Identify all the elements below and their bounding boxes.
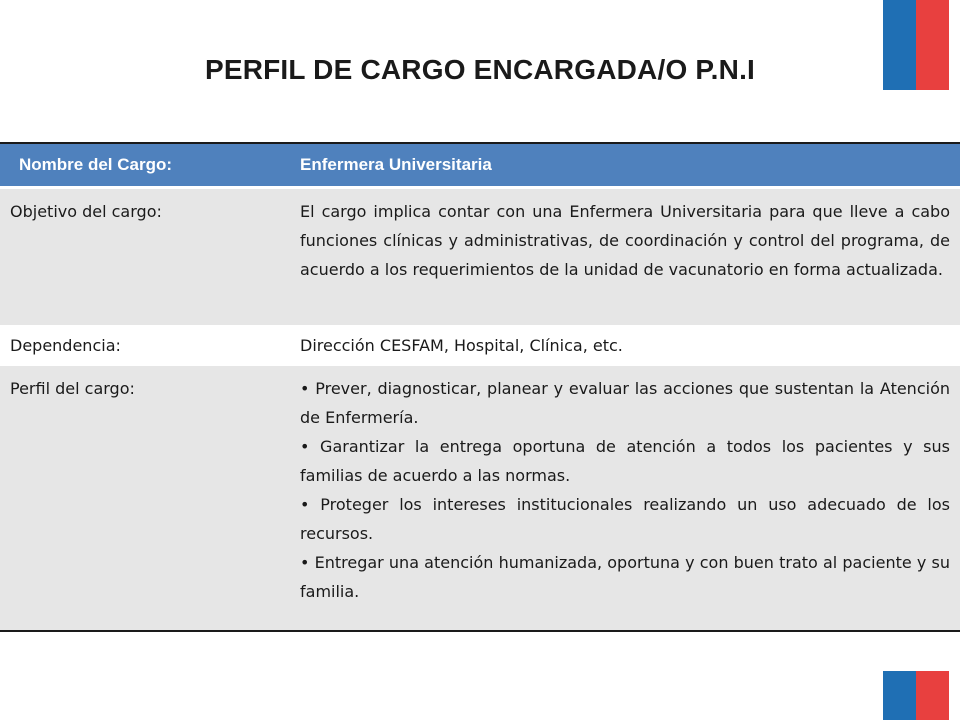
list-item-text: Prever, diagnosticar, planear y evaluar las acciones que sustentan la Atención de Enfermería.: [300, 379, 950, 427]
table-row-dependencia: [0, 325, 960, 366]
flag-blue-stripe: [883, 671, 916, 720]
objetivo-value: El cargo implica contar con una Enfermera Universitaria para que lleve a cabo funciones clínicas y administrativas, de coordinación y control del programa, de acuerdo a los requerimientos de la unidad de vacunatorio en forma actualizada.: [300, 202, 950, 279]
page-title: PERFIL DE CARGO ENCARGADA/O P.N.I: [204, 54, 756, 85]
perfil-list: [300, 374, 960, 630]
bullet-icon: •: [300, 553, 310, 572]
table-row-objetivo: [0, 189, 960, 325]
bullet-icon: •: [300, 379, 310, 398]
list-item: [300, 374, 950, 432]
flag-red-stripe: [916, 671, 949, 720]
bullet-icon: •: [300, 495, 310, 514]
list-item: [300, 432, 950, 490]
list-item-text: Garantizar la entrega oportuna de atención a todos los pacientes y sus familias de acuerdo a las normas.: [300, 437, 950, 485]
list-item-text: Proteger los intereses institucionales realizando un uso adecuado de los recursos.: [300, 495, 951, 543]
list-item: [300, 548, 950, 606]
perfil-label: Perfil del cargo:: [10, 379, 135, 398]
job-profile-table: [0, 142, 960, 632]
header-label: Nombre del Cargo:: [19, 155, 173, 174]
dependencia-value: Dirección CESFAM, Hospital, Clínica, etc.: [300, 336, 623, 355]
table-row-perfil: [0, 366, 960, 630]
dependencia-label: Dependencia:: [10, 336, 121, 355]
flag-decoration-bottom: [883, 671, 949, 720]
header-value: Enfermera Universitaria: [300, 155, 492, 174]
table-header-row: [0, 144, 960, 189]
objetivo-label: Objetivo del cargo:: [10, 202, 162, 221]
list-item-text: Entregar una atención humanizada, oportuna y con buen trato al paciente y su familia.: [300, 553, 950, 601]
bullet-icon: •: [300, 437, 310, 456]
list-item: [300, 490, 950, 548]
